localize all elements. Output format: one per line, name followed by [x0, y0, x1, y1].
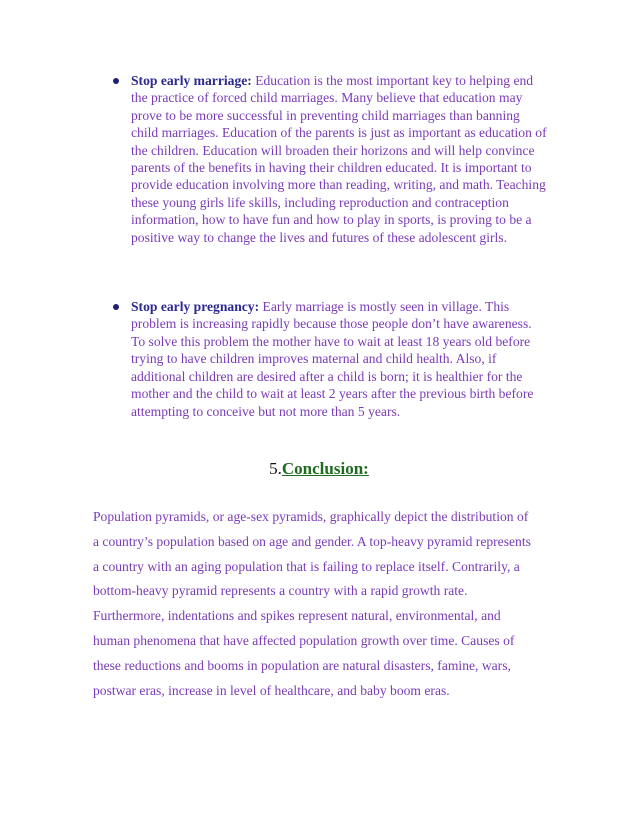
- bullet-lead: Stop early pregnancy:: [131, 299, 260, 315]
- bullet-dot-icon: [113, 304, 119, 310]
- section-heading: [0, 459, 638, 479]
- bullet-text: Early marriage is mostly seen in village. This problem is increasing rapidly because those people don’t have awareness. To solve this problem the mother have to wait at least 18 years old before trying to have children improves maternal and child health. Also, if additional children are desired after a child is born; it is healthier for the mother and the child to wait at least 2 years after the previous birth before attempting to conceive but not more than 5 years.: [131, 299, 534, 419]
- section-title: Conclusion:: [281, 459, 369, 478]
- bullet-stop-early-pregnancy: [102, 298, 547, 420]
- bullet-lead: Stop early marriage:: [131, 73, 252, 88]
- bullet-stop-early-marriage: [102, 72, 547, 246]
- conclusion-paragraph: Population pyramids, or age-sex pyramids, graphically depict the distribution of a country’s population based on age and gender. A top-heavy pyramid represents a country with an aging population that is failing to replace itself. Contrarily, a bottom-heavy pyramid represents a country with a rapid growth rate. Furthermore, indentations and spikes represent natural, environmental, and human phenomena that have affected population growth over time. Causes of these reductions and booms in population are natural disasters, famine, wars, postwar eras, increase in level of healthcare, and baby boom eras.: [93, 509, 531, 698]
- section-number: 5.: [269, 459, 282, 478]
- bullet-text: Education is the most important key to helping end the practice of forced child marriages. Many believe that education may prove to be more successful in preventing child marriages than banning child marriages. Education of the parents is just as important as education of the children. Education will broaden their horizons and will help convince parents of the benefits in having their children educated. It is important to provide education involving more than reading, writing, and math. Teaching these young girls life skills, including reproduction and contraception information, how to have fun and how to play in sports, is proving to be a positive way to change the lives and futures of these adolescent girls.: [131, 73, 547, 245]
- bullet-dot-icon: [113, 78, 119, 84]
- bullet-list: [102, 72, 547, 420]
